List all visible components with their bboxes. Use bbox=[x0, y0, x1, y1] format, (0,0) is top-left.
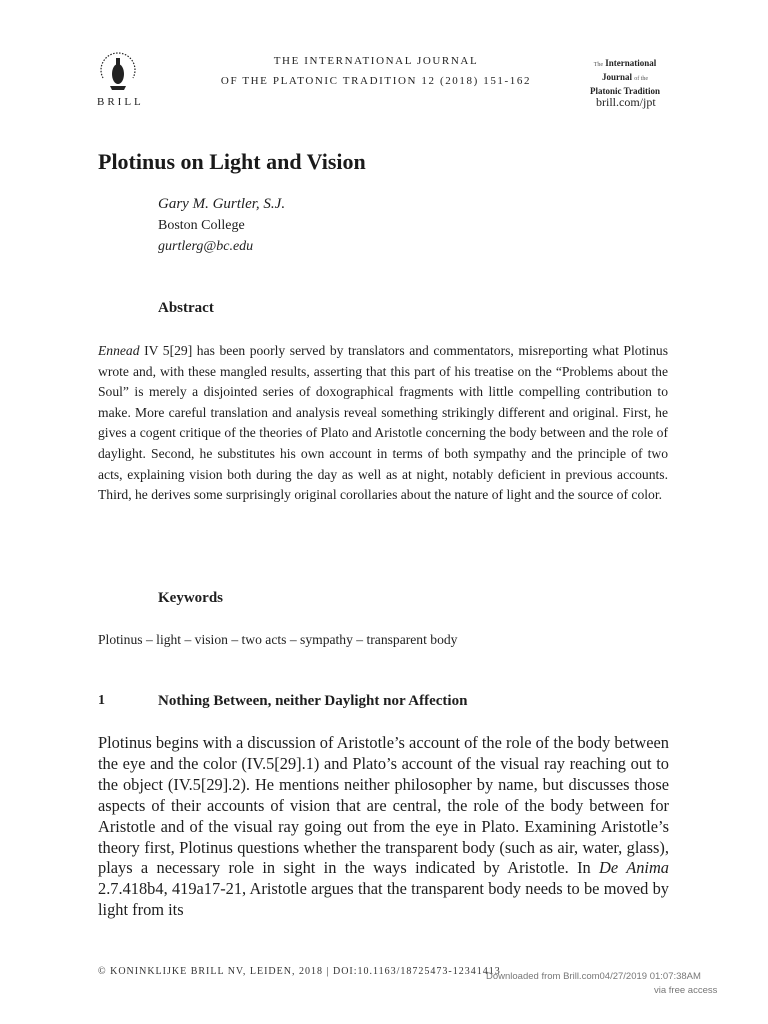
abstract-text: Ennead IV 5[29] has been poorly served by translators and commentators, misreporting what Plotinus wrote and, with these mangled results, asserting that this part of his treatise on the “Problems about the Soul” is merely a disjointed series of doxographical fragments with little compelling contribution to make. More careful translation and analysis reveal something strikingly different and original. First, he gives a cogent critique of the theories of Plato and Aristotle concerning the body between and the role of daylight. Second, he substitutes his own account in terms of both sympathy and the principle of two acts, explaining vision both during the day as well as at night, notably deficient in previous accounts. Third, he derives some surprisingly original corollaries about the nature of light and the source of color. bbox=[98, 343, 668, 503]
publisher-name: BRILL bbox=[97, 96, 144, 108]
copyright-doi-footer: © KONINKLIJKE BRILL NV, LEIDEN, 2018 | DOI:10.1163/18725473-12341413 bbox=[98, 966, 501, 977]
keywords-list: Plotinus – light – vision – two acts – sympathy – transparent body bbox=[98, 632, 458, 647]
author-name: Gary M. Gurtler, S.J. bbox=[158, 196, 286, 212]
access-stamp: via free access bbox=[654, 985, 718, 996]
brill-emblem-icon bbox=[93, 44, 143, 96]
author-affiliation: Boston College bbox=[158, 218, 245, 233]
keywords-heading: Keywords bbox=[158, 590, 223, 606]
section-number: 1 bbox=[98, 693, 105, 708]
article-title: Plotinus on Light and Vision bbox=[98, 149, 366, 174]
section-title: Nothing Between, neither Daylight nor Affection bbox=[158, 693, 468, 709]
abstract-heading: Abstract bbox=[158, 300, 214, 316]
journal-name-line1: THE INTERNATIONAL JOURNAL bbox=[273, 55, 479, 67]
body-paragraph: Plotinus begins with a discussion of Aristotle’s account of the role of the body between the eye and the color (IV.5[29].1) and Plato’s account of the visual ray reaching out to the object (IV.5[29].2). He mentions neither philosopher by name, but discusses those aspects of their accounts of vision that are central, the role of the body between for Aristotle and of the visual ray going out from the eye in Plato. Examining Aristotle’s theory first, Plotinus questions whether the transparent body (such as air, water, glass), plays a necessary role in sight in the ways indicated by Aristotle. In De Anima 2.7.418b4, 419a17-21, Aristotle argues that the transparent body needs to be moved by light from its bbox=[98, 733, 669, 920]
journal-logo: The International Journal of the Platonic Tradition bbox=[590, 58, 660, 96]
download-stamp: Downloaded from Brill.com04/27/2019 01:07:38AM bbox=[486, 971, 701, 982]
author-email-link[interactable]: gurtlerg@bc.edu bbox=[158, 239, 254, 254]
journal-url-link[interactable]: brill.com/jpt bbox=[596, 95, 656, 109]
journal-name-line2: OF THE PLATONIC TRADITION 12 (2018) 151-162 bbox=[220, 75, 532, 87]
